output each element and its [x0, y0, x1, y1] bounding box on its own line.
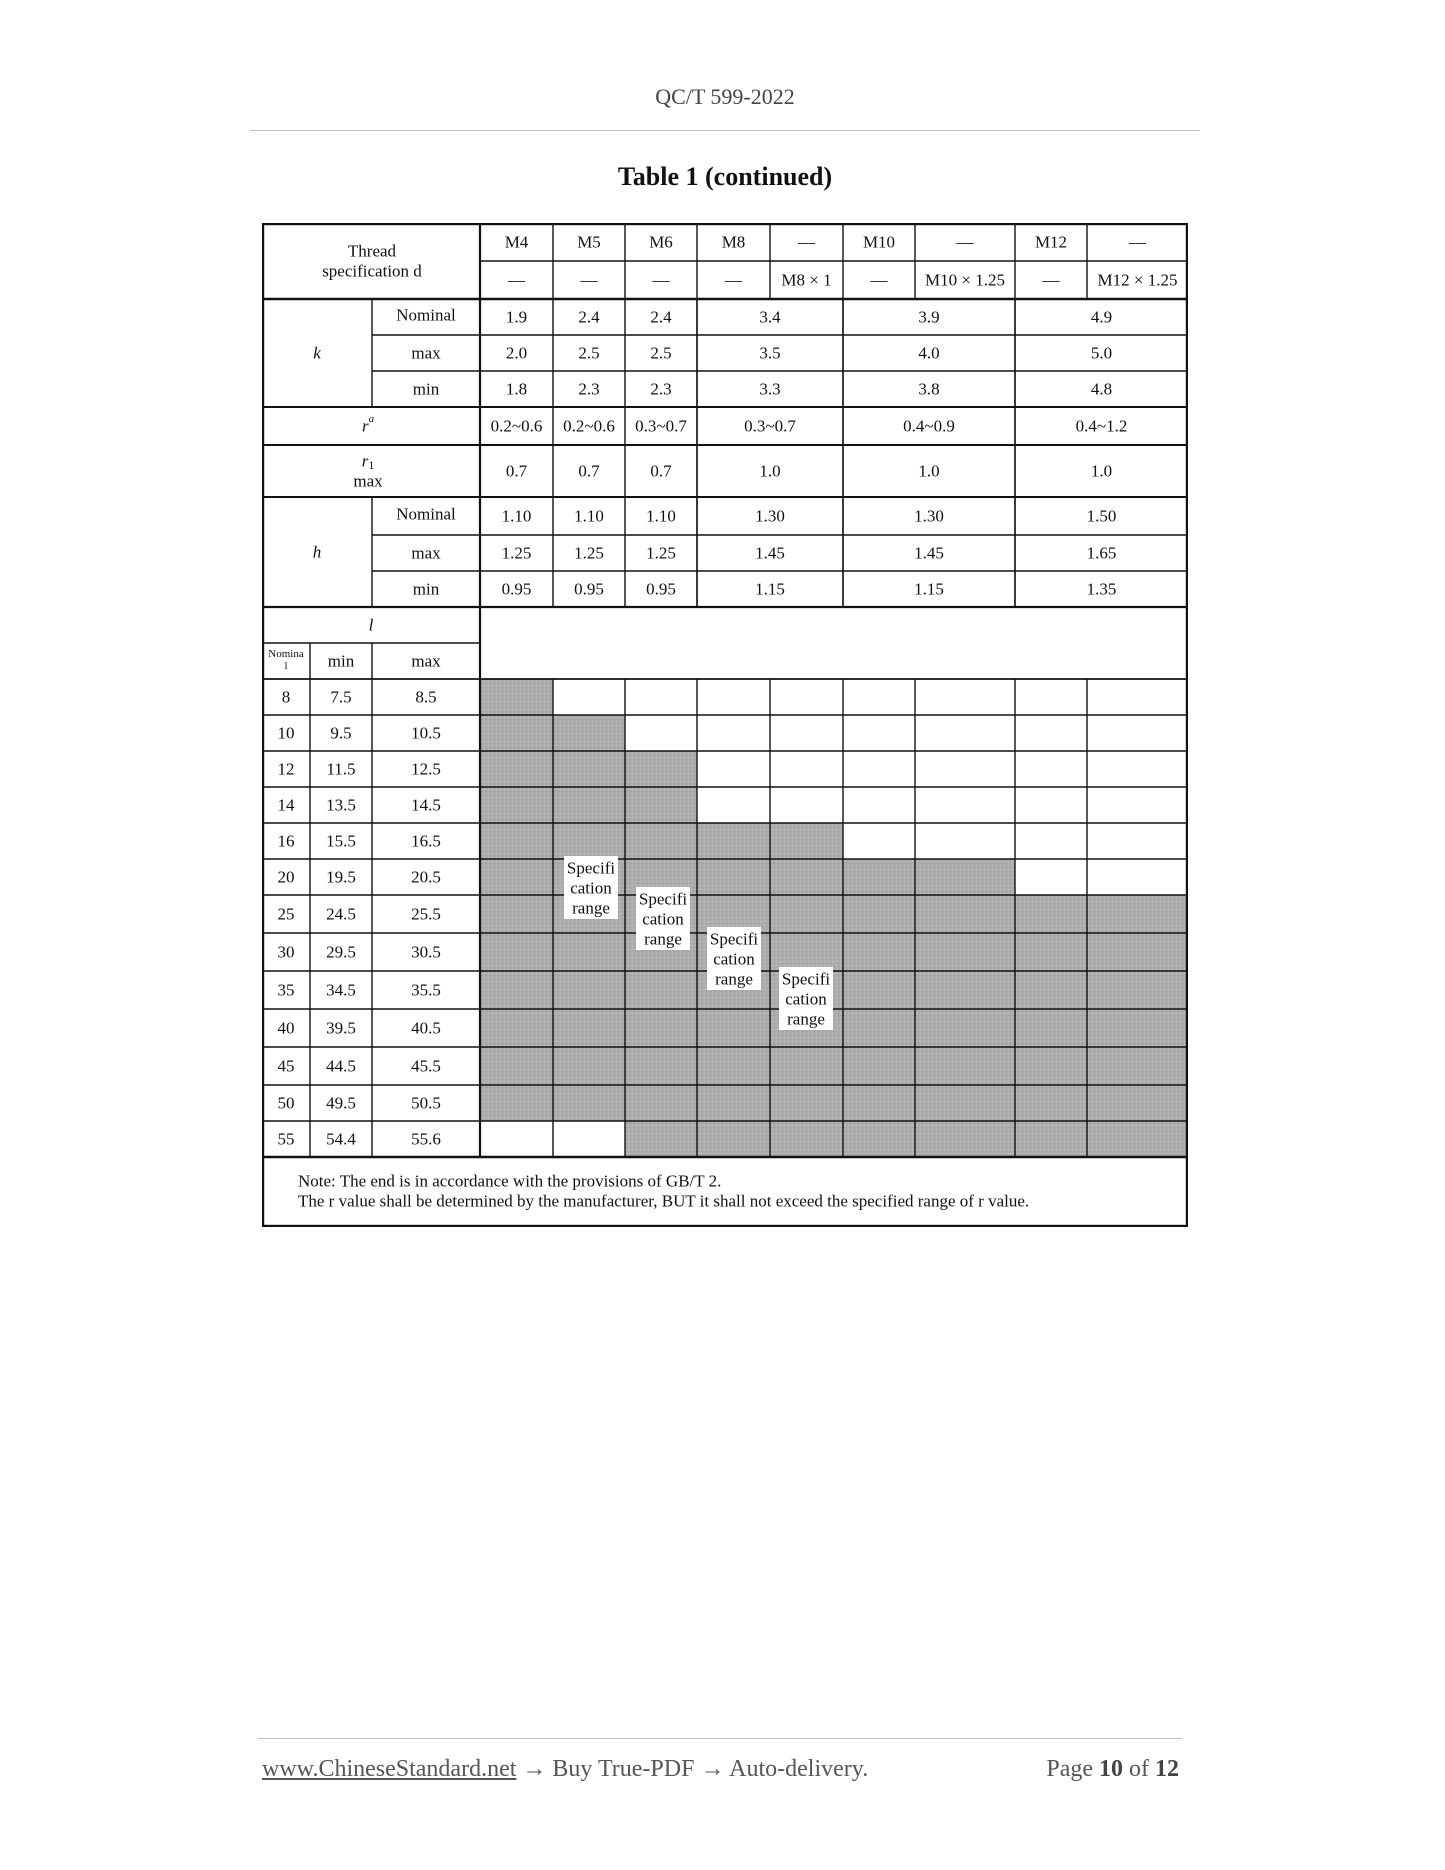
shaded-cell [480, 971, 553, 1009]
length-nominal: 35 [277, 980, 295, 1000]
length-max: 45.5 [411, 1056, 441, 1076]
shaded-cell [480, 715, 553, 751]
shaded-cell [480, 751, 553, 787]
length-min: 49.5 [326, 1093, 356, 1113]
footer-promo [262, 1756, 868, 1783]
h-nominal-value: 1.50 [1086, 506, 1117, 526]
k-min-value: 1.8 [505, 379, 528, 399]
h-max-value: 1.45 [755, 543, 785, 563]
k-max-value: 2.5 [578, 343, 600, 363]
r1-value: 0.7 [650, 461, 672, 481]
length-min: 15.5 [326, 831, 356, 851]
length-max: 20.5 [411, 867, 441, 887]
shaded-cell [697, 1009, 770, 1047]
length-min: 11.5 [326, 759, 356, 779]
k-nominal-value: 1.9 [505, 307, 528, 327]
shaded-cell [770, 1047, 843, 1085]
r1-value: 1.0 [759, 461, 781, 481]
shaded-cell [480, 933, 553, 971]
l-max-label: max [411, 651, 441, 671]
k-nominal-value: 2.4 [578, 307, 600, 327]
length-min: 34.5 [326, 980, 356, 1000]
length-nominal: 14 [277, 795, 295, 815]
shaded-cell [915, 971, 1015, 1009]
length-nominal: 12 [277, 759, 295, 779]
length-min: 54.4 [326, 1129, 356, 1149]
h-symbol: h [312, 542, 322, 562]
shaded-cell [480, 787, 553, 823]
callout-text: range [787, 1009, 825, 1029]
k-min-value: 3.8 [918, 379, 940, 399]
shaded-cell [553, 751, 625, 787]
h-nominal-value: 1.10 [646, 506, 676, 526]
table-title: Table 1 (continued) [617, 162, 833, 191]
shaded-cell [553, 715, 625, 751]
length-max: 12.5 [411, 759, 441, 779]
h-max-label: max [411, 543, 441, 563]
length-max: 8.5 [415, 687, 437, 707]
shaded-cell [1015, 895, 1087, 933]
length-max: 10.5 [411, 723, 441, 743]
shaded-cell [553, 787, 625, 823]
shaded-cell [480, 1009, 553, 1047]
r-symbol: $r^a$ [361, 413, 375, 436]
thread-fine-size: — [652, 270, 670, 290]
k-nominal-value: 3.9 [918, 307, 940, 327]
h-min-label: min [412, 579, 440, 599]
length-min: 9.5 [330, 723, 352, 743]
length-min: 29.5 [326, 942, 356, 962]
shaded-cell [697, 1121, 770, 1157]
callout-text: range [644, 929, 682, 949]
callout-text: range [572, 898, 610, 918]
h-min-value: 1.15 [914, 579, 944, 599]
shaded-cell [625, 823, 697, 859]
shaded-cell [915, 859, 1015, 895]
length-max: 25.5 [411, 904, 441, 924]
footer-divider [258, 1738, 1182, 1739]
k-nominal-value: 2.4 [650, 307, 672, 327]
shaded-cell [553, 823, 625, 859]
shaded-cell [770, 1121, 843, 1157]
l-nominal-label: l [284, 660, 288, 672]
shaded-cell [770, 823, 843, 859]
callout-text: Specifi [566, 858, 616, 878]
length-max: 50.5 [411, 1093, 441, 1113]
r-value: 0.4~1.2 [1075, 416, 1128, 436]
thread-size: M10 [862, 232, 896, 252]
k-nominal-label: Nominal [396, 305, 456, 325]
h-max-value: 1.25 [574, 543, 604, 563]
length-nominal: 20 [277, 867, 295, 887]
shaded-cell [770, 1085, 843, 1121]
shaded-cell [1015, 933, 1087, 971]
r1-value: 1.0 [1090, 461, 1113, 481]
thread-fine-size: — [580, 270, 598, 290]
thread-size: — [798, 232, 815, 252]
shaded-cell [915, 1047, 1015, 1085]
k-max-value: 2.0 [505, 343, 528, 363]
website-link[interactable]: www.ChineseStandard.net [262, 1756, 517, 1782]
shaded-cell [915, 1085, 1015, 1121]
r-value: 0.2~0.6 [490, 416, 543, 436]
callout-text: Specifi [709, 929, 759, 949]
shaded-cell [480, 1047, 553, 1085]
length-min: 39.5 [326, 1018, 356, 1038]
shaded-cell [553, 971, 625, 1009]
thread-fine-size: M12 × 1.25 [1097, 270, 1178, 290]
shaded-cell [553, 1009, 625, 1047]
shaded-cell [625, 1085, 697, 1121]
shaded-cell [843, 1009, 915, 1047]
shaded-cell [770, 859, 843, 895]
thread-size: — [956, 232, 974, 252]
length-max: 14.5 [411, 795, 441, 815]
total-pages: 12 [1155, 1756, 1179, 1782]
k-nominal-value: 3.4 [759, 307, 781, 327]
specification-range-callout [636, 887, 690, 950]
shaded-cell [843, 1085, 915, 1121]
shaded-cell [697, 823, 770, 859]
shaded-cell [625, 1047, 697, 1085]
shaded-cell [843, 1121, 915, 1157]
h-min-value: 0.95 [501, 579, 532, 599]
r-value: 0.4~0.9 [903, 416, 955, 436]
thread-size: M4 [504, 232, 529, 252]
callout-text: cation [785, 989, 827, 1009]
shaded-cell [843, 1047, 915, 1085]
table-note: The r value shall be determined by the manufacturer, BUT it shall not exceed the specified range of r value. [298, 1191, 1030, 1211]
callout-text: cation [570, 878, 612, 898]
thread-size: M8 [721, 232, 746, 252]
l-nominal-label: Nomina [268, 648, 304, 660]
k-symbol: k [313, 343, 321, 363]
length-max: 16.5 [411, 831, 441, 851]
k-max-value: 4.0 [918, 343, 940, 363]
r1-symbol: $r_1$ [361, 451, 375, 472]
shaded-cell [770, 895, 843, 933]
k-max-value: 3.5 [759, 343, 781, 363]
thread-fine-size: M8 × 1 [781, 270, 832, 290]
thread-fine-size: — [870, 270, 888, 290]
shaded-cell [480, 679, 553, 715]
h-nominal-value: 1.30 [755, 506, 785, 526]
specification-range-callout [779, 967, 833, 1030]
shaded-cell [480, 1085, 553, 1121]
length-min: 7.5 [330, 687, 352, 707]
length-max: 30.5 [411, 942, 441, 962]
arrow-icon: → [522, 1756, 547, 1782]
shaded-cell [553, 1085, 625, 1121]
callout-text: Specifi [781, 969, 831, 989]
h-max-value: 1.45 [914, 543, 944, 563]
specification-range-callout [564, 856, 618, 919]
length-min: 19.5 [326, 867, 356, 887]
document-code: QC/T 599-2022 [655, 84, 795, 109]
thread-size: — [1129, 232, 1146, 252]
shaded-cell [1087, 1085, 1188, 1121]
shaded-cell [1087, 971, 1188, 1009]
h-max-value: 1.25 [501, 543, 532, 563]
shaded-cell [553, 1047, 625, 1085]
shaded-cell [1087, 895, 1188, 933]
shaded-cell [625, 1121, 697, 1157]
length-nominal: 40 [277, 1018, 295, 1038]
shaded-cell [1087, 933, 1188, 971]
page-number: Page 10 of 12 [1046, 1756, 1179, 1782]
h-nominal-value: 1.10 [501, 506, 532, 526]
callout-text: range [715, 969, 753, 989]
thread-spec-label: Thread [347, 241, 397, 261]
h-nominal-label: Nominal [396, 504, 456, 524]
k-min-value: 2.3 [578, 379, 600, 399]
r1-value: 0.7 [505, 461, 528, 481]
thread-size: M5 [577, 232, 601, 252]
shaded-cell [697, 1085, 770, 1121]
callout-text: cation [713, 949, 755, 969]
shaded-cell [1015, 1009, 1087, 1047]
r-value: 0.3~0.7 [744, 416, 796, 436]
r-value: 0.3~0.7 [635, 416, 687, 436]
k-min-value: 4.8 [1090, 379, 1113, 399]
shaded-cell [1015, 1085, 1087, 1121]
k-min-value: 3.3 [759, 379, 781, 399]
r1-max-label: max [353, 471, 383, 491]
shaded-cell [625, 751, 697, 787]
k-max-value: 5.0 [1090, 343, 1113, 363]
shaded-cell [625, 787, 697, 823]
current-page: 10 [1099, 1756, 1123, 1782]
thread-fine-size: — [508, 270, 525, 290]
k-min-value: 2.3 [650, 379, 672, 399]
r-value: 0.2~0.6 [563, 416, 615, 436]
shaded-cell [843, 895, 915, 933]
length-nominal: 8 [281, 687, 291, 707]
length-max: 55.6 [411, 1129, 441, 1149]
h-max-value: 1.65 [1086, 543, 1117, 563]
shaded-cell [625, 1009, 697, 1047]
shaded-cell [915, 1009, 1015, 1047]
length-min: 44.5 [326, 1056, 356, 1076]
shaded-cell [480, 859, 553, 895]
length-nominal: 25 [277, 904, 295, 924]
k-max-value: 2.5 [650, 343, 672, 363]
h-min-value: 0.95 [646, 579, 676, 599]
shaded-cell [1015, 971, 1087, 1009]
thread-fine-size: — [725, 270, 742, 290]
shaded-cell [843, 933, 915, 971]
shaded-cell [1087, 1009, 1188, 1047]
shaded-cell [915, 895, 1015, 933]
r1-value: 1.0 [918, 461, 940, 481]
k-nominal-value: 4.9 [1090, 307, 1113, 327]
length-nominal: 45 [277, 1056, 295, 1076]
shaded-cell [1087, 1121, 1188, 1157]
shaded-cell [697, 859, 770, 895]
thread-size: M12 [1034, 232, 1068, 252]
length-nominal: 55 [277, 1129, 295, 1149]
shaded-cell [1015, 1047, 1087, 1085]
table-note: Note: The end is in accordance with the provisions of GB/T 2. [298, 1171, 722, 1191]
buy-pdf-text: Buy True-PDF [552, 1756, 695, 1782]
h-min-value: 1.35 [1086, 579, 1117, 599]
r1-value: 0.7 [578, 461, 600, 481]
k-min-label: min [412, 379, 440, 399]
length-nominal: 30 [277, 942, 295, 962]
shaded-cell [843, 971, 915, 1009]
thread-fine-size: M10 × 1.25 [925, 270, 1005, 290]
shaded-cell [553, 933, 625, 971]
specification-table [262, 223, 1188, 1227]
thread-fine-size: — [1042, 270, 1060, 290]
specification-range-callout [707, 927, 761, 990]
arrow-icon: → [700, 1756, 725, 1782]
length-max: 35.5 [411, 980, 441, 1000]
shaded-cell [915, 1121, 1015, 1157]
shaded-cell [770, 933, 843, 971]
shaded-cell [480, 895, 553, 933]
length-max: 40.5 [411, 1018, 441, 1038]
length-nominal: 16 [277, 831, 295, 851]
h-nominal-value: 1.10 [574, 506, 604, 526]
auto-delivery-text: Auto-delivery. [729, 1756, 869, 1782]
h-nominal-value: 1.30 [914, 506, 944, 526]
shaded-cell [915, 933, 1015, 971]
l-min-label: min [327, 651, 355, 671]
length-nominal: 50 [277, 1093, 295, 1113]
shaded-cell [843, 859, 915, 895]
shaded-cell [1087, 1047, 1188, 1085]
length-nominal: 10 [277, 723, 295, 743]
h-min-value: 0.95 [574, 579, 604, 599]
header-divider [250, 130, 1200, 131]
h-max-value: 1.25 [646, 543, 676, 563]
k-max-label: max [411, 343, 441, 363]
callout-text: Specifi [638, 889, 688, 909]
shaded-cell [1015, 1121, 1087, 1157]
length-min: 24.5 [326, 904, 356, 924]
length-min: 13.5 [326, 795, 356, 815]
shaded-cell [480, 823, 553, 859]
shaded-cell [697, 1047, 770, 1085]
thread-spec-label: specification d [322, 261, 422, 281]
callout-text: cation [642, 909, 684, 929]
thread-size: M6 [649, 232, 673, 252]
l-symbol: l [368, 615, 374, 635]
h-min-value: 1.15 [755, 579, 785, 599]
shaded-cell [625, 971, 697, 1009]
